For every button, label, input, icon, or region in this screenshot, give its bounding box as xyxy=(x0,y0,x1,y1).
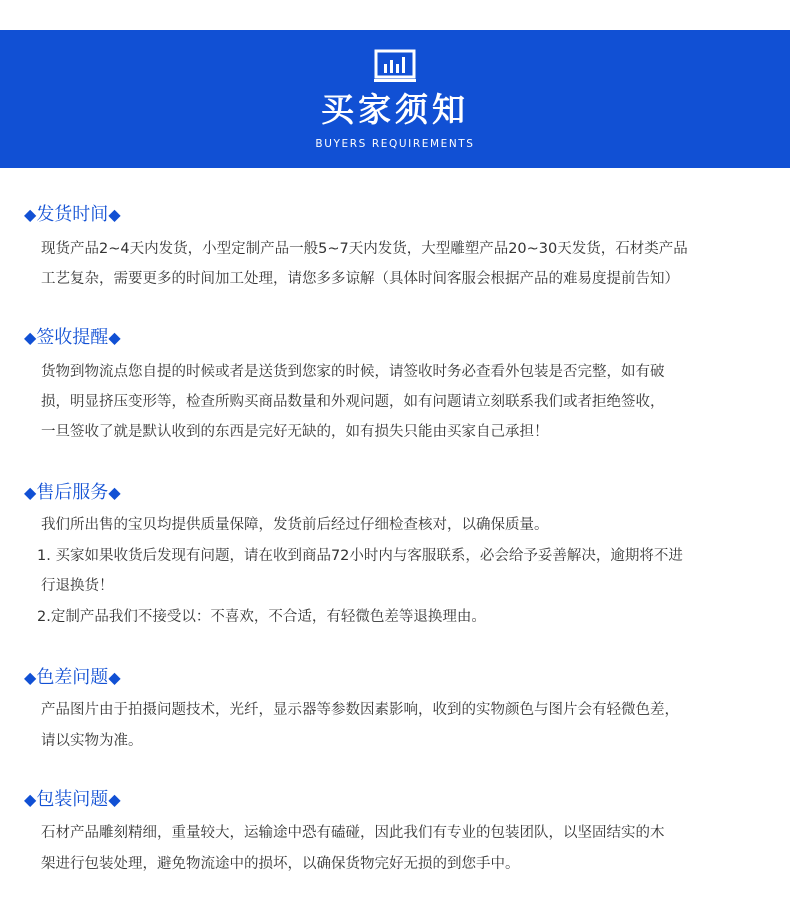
bar-chart-icon xyxy=(374,49,416,83)
page-title: 买家须知 xyxy=(321,90,469,129)
diamond-left-icon: ◆ xyxy=(24,668,37,687)
line-2: 1. 买家如果收货后发现有问题，请在收到商品72小时内与客服联系，必会给予妥善解决，逾期将不进 xyxy=(37,548,683,564)
section-title-text: 签收提醒 xyxy=(36,327,109,348)
section-title xyxy=(24,480,121,506)
line-2: 请以实物为准。 xyxy=(41,733,143,749)
header-banner xyxy=(0,30,790,168)
diamond-left-icon: ◆ xyxy=(24,328,37,347)
diamond-right-icon: ◆ xyxy=(108,328,121,347)
diamond-right-icon: ◆ xyxy=(108,205,121,224)
line-3: 行退换货！ xyxy=(41,578,114,594)
section-title-text: 发货时间 xyxy=(36,204,109,225)
section-title-text: 色差问题 xyxy=(36,667,109,688)
line-1: 石材产品雕刻精细，重量较大，运输途中恐有磕碰，因此我们有专业的包装团队，以坚固结实的木 xyxy=(41,825,665,841)
section-title-text: 售后服务 xyxy=(36,482,109,503)
line-4: 2.定制产品我们不接受以：不喜欢，不合适，有轻微色差等退换理由。 xyxy=(37,609,486,625)
diamond-right-icon: ◆ xyxy=(108,668,121,687)
section-title xyxy=(24,787,121,813)
section-title xyxy=(24,325,121,351)
line-2: 损，明显挤压变形等，检查所购买商品数量和外观问题，如有问题请立刻联系我们或者拒绝签收， xyxy=(41,394,665,410)
page-subtitle: BUYERS REQUIREMENTS xyxy=(315,138,475,150)
diamond-right-icon: ◆ xyxy=(108,790,121,809)
diamond-left-icon: ◆ xyxy=(24,790,37,809)
line-1: 产品图片由于拍摄问题技术，光纤，显示器等参数因素影响，收到的实物颜色与图片会有轻微色差， xyxy=(41,702,679,718)
line-1: 我们所出售的宝贝均提供质量保障，发货前后经过仔细检查核对，以确保质量。 xyxy=(41,517,549,533)
section-title xyxy=(24,665,121,691)
diamond-right-icon: ◆ xyxy=(108,483,121,502)
line-1: 现货产品2~4天内发货，小型定制产品一般5~7天内发货，大型雕塑产品20~30天发货，石材类产品 xyxy=(41,241,688,257)
line-3: 一旦签收了就是默认收到的东西是完好无缺的，如有损失只能由买家自己承担！ xyxy=(41,424,549,440)
section-title xyxy=(24,202,121,228)
diamond-left-icon: ◆ xyxy=(24,483,37,502)
line-1: 货物到物流点您自提的时候或者是送货到您家的时候，请签收时务必查看外包装是否完整，如有破 xyxy=(41,364,665,380)
diamond-left-icon: ◆ xyxy=(24,205,37,224)
line-2: 工艺复杂，需要更多的时间加工处理，请您多多谅解（具体时间客服会根据产品的难易度提前告知） xyxy=(41,271,679,287)
line-2: 架进行包装处理，避免物流途中的损坏，以确保货物完好无损的到您手中。 xyxy=(41,856,520,872)
section-title-text: 包装问题 xyxy=(36,789,109,810)
